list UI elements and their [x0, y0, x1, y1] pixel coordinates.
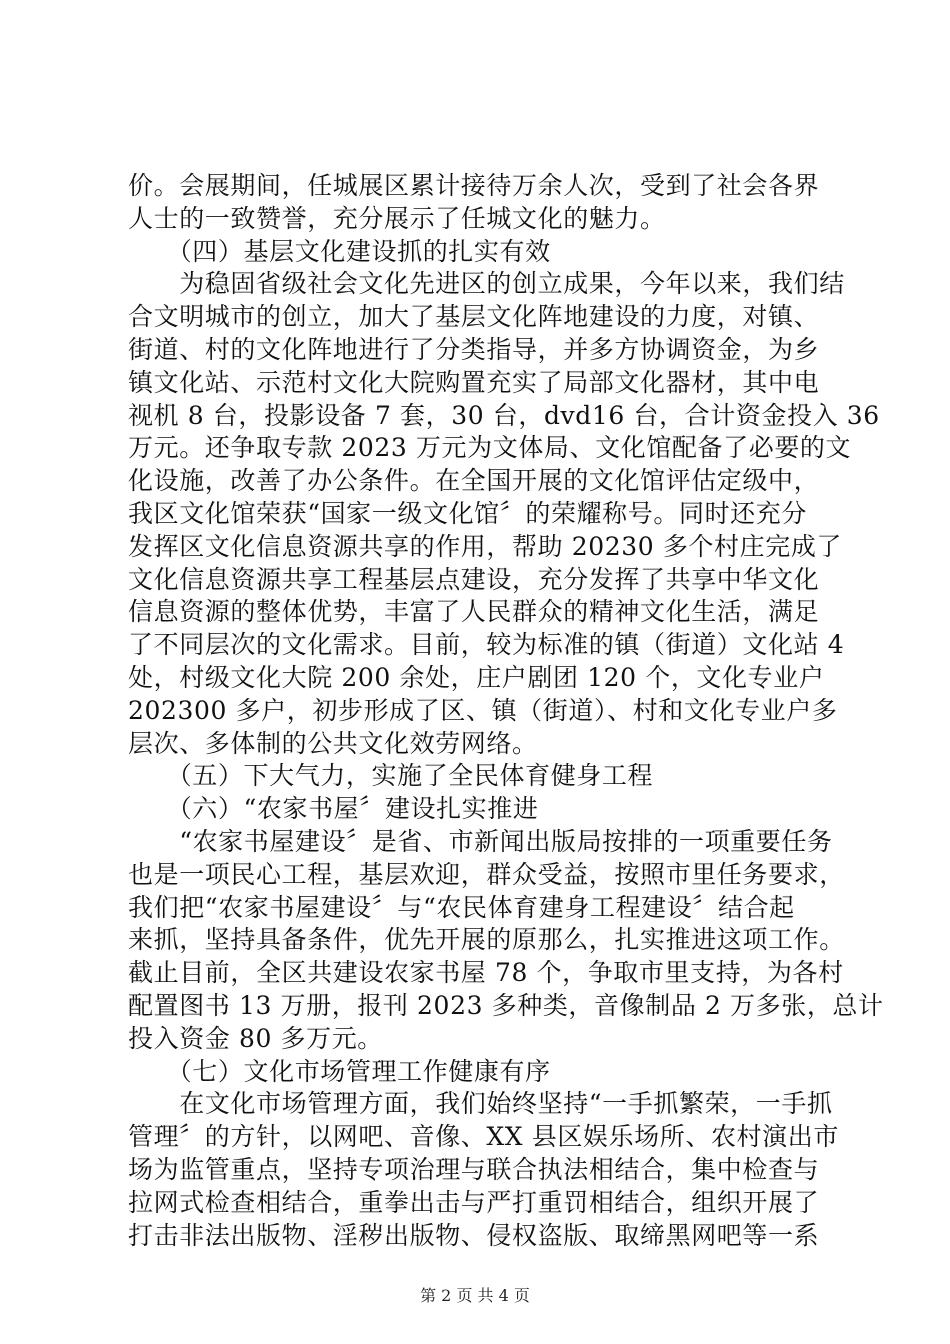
body-line: 截止目前，全区共建设农家书屋 78 个，争取市里支持，为各村: [128, 958, 844, 988]
page-number: 第 2 页 共 4 页: [420, 1286, 530, 1305]
body-line: 也是一项民心工程，基层欢迎，群众受益，按照市里任务要求，: [128, 859, 845, 889]
body-line: 发挥区文化信息资源共享的作用，帮助 20230 多个村庄完成了: [128, 531, 843, 561]
section-heading: （五）下大气力，实施了全民体育健身工程: [128, 761, 654, 791]
body-line: 处，村级文化大院 200 余处，庄户剧团 120 个，文化专业户: [128, 662, 825, 692]
body-line: 来抓，坚持具备条件，优先开展的原那么，扎实推进这项工作。: [128, 925, 845, 955]
body-line: 合文明城市的创立，加大了基层文化阵地建设的力度，对镇、: [128, 302, 820, 332]
body-line: 拉网式检查相结合，重拳出击与严打重罚相结合，组织开展了: [128, 1187, 820, 1217]
body-line: 在文化市场管理方面，我们始终坚持“一手抓繁荣，一手抓: [128, 1089, 833, 1119]
body-line: 层次、多体制的公共文化效劳网络。: [128, 728, 538, 758]
page-footer: [0, 1283, 950, 1306]
body-line: 我们把“农家书屋建设〞与“农民体育建身工程建设〞结合起: [128, 892, 795, 922]
body-line: 人士的一致赞誉，充分展示了任城文化的魅力。: [128, 203, 666, 233]
body-line: 打击非法出版物、淫秽出版物、侵权盗版、取缔黑网吧等一系: [128, 1220, 820, 1250]
body-line: 投入资金 80 多万元。: [128, 1023, 383, 1053]
body-line: “农家书屋建设〞是省、市新闻出版局按排的一项重要任务: [128, 826, 833, 856]
body-line: 了不同层次的文化需求。目前，较为标准的镇（街道）文化站 4: [128, 630, 845, 660]
body-line: 街道、村的文化阵地进行了分类指导，并多方协调资金，为乡: [128, 334, 820, 364]
body-line: 化设施，改善了办公条件。在全国开展的文化馆评估定级中，: [128, 466, 820, 496]
body-line: 场为监管重点，坚持专项治理与联合执法相结合，集中检查与: [128, 1154, 820, 1184]
section-heading: （七）文化市场管理工作健康有序: [128, 1056, 551, 1086]
document-body: [128, 170, 884, 1252]
body-line: 信息资源的整体优势，丰富了人民群众的精神文化生活，满足: [128, 597, 820, 627]
body-line: 价。会展期间，任城展区累计接待万余人次，受到了社会各界: [128, 171, 820, 200]
body-line: 文化信息资源共享工程基层点建设，充分发挥了共享中华文化: [128, 564, 820, 594]
body-line: 202300 多户，初步形成了区、镇（街道）、村和文化专业户多: [128, 695, 838, 725]
body-line: 万元。还争取专款 2023 万元为文体局、文化馆配备了必要的文: [128, 433, 852, 463]
body-line: 视机 8 台，投影设备 7 套，30 台，dvd16 台，合计资金投入 36: [128, 400, 880, 430]
body-line: 配置图书 13 万册，报刊 2023 多种类，音像制品 2 万多张，总计: [128, 990, 884, 1020]
body-line: 为稳固省级社会文化先进区的创立成果，今年以来，我们结: [128, 269, 845, 299]
section-heading: （四）基层文化建设抓的扎实有效: [128, 236, 551, 266]
body-line: 我区文化馆荣获“国家一级文化馆〞的荣耀称号。同时还充分: [128, 498, 807, 528]
section-heading: （六）“农家书屋〞建设扎实推进: [128, 794, 539, 824]
body-line: 管理〞的方针，以网吧、音像、XX 县区娱乐场所、农村演出市: [128, 1122, 839, 1152]
body-line: 镇文化站、示范村文化大院购置充实了局部文化器材，其中电: [128, 367, 820, 397]
